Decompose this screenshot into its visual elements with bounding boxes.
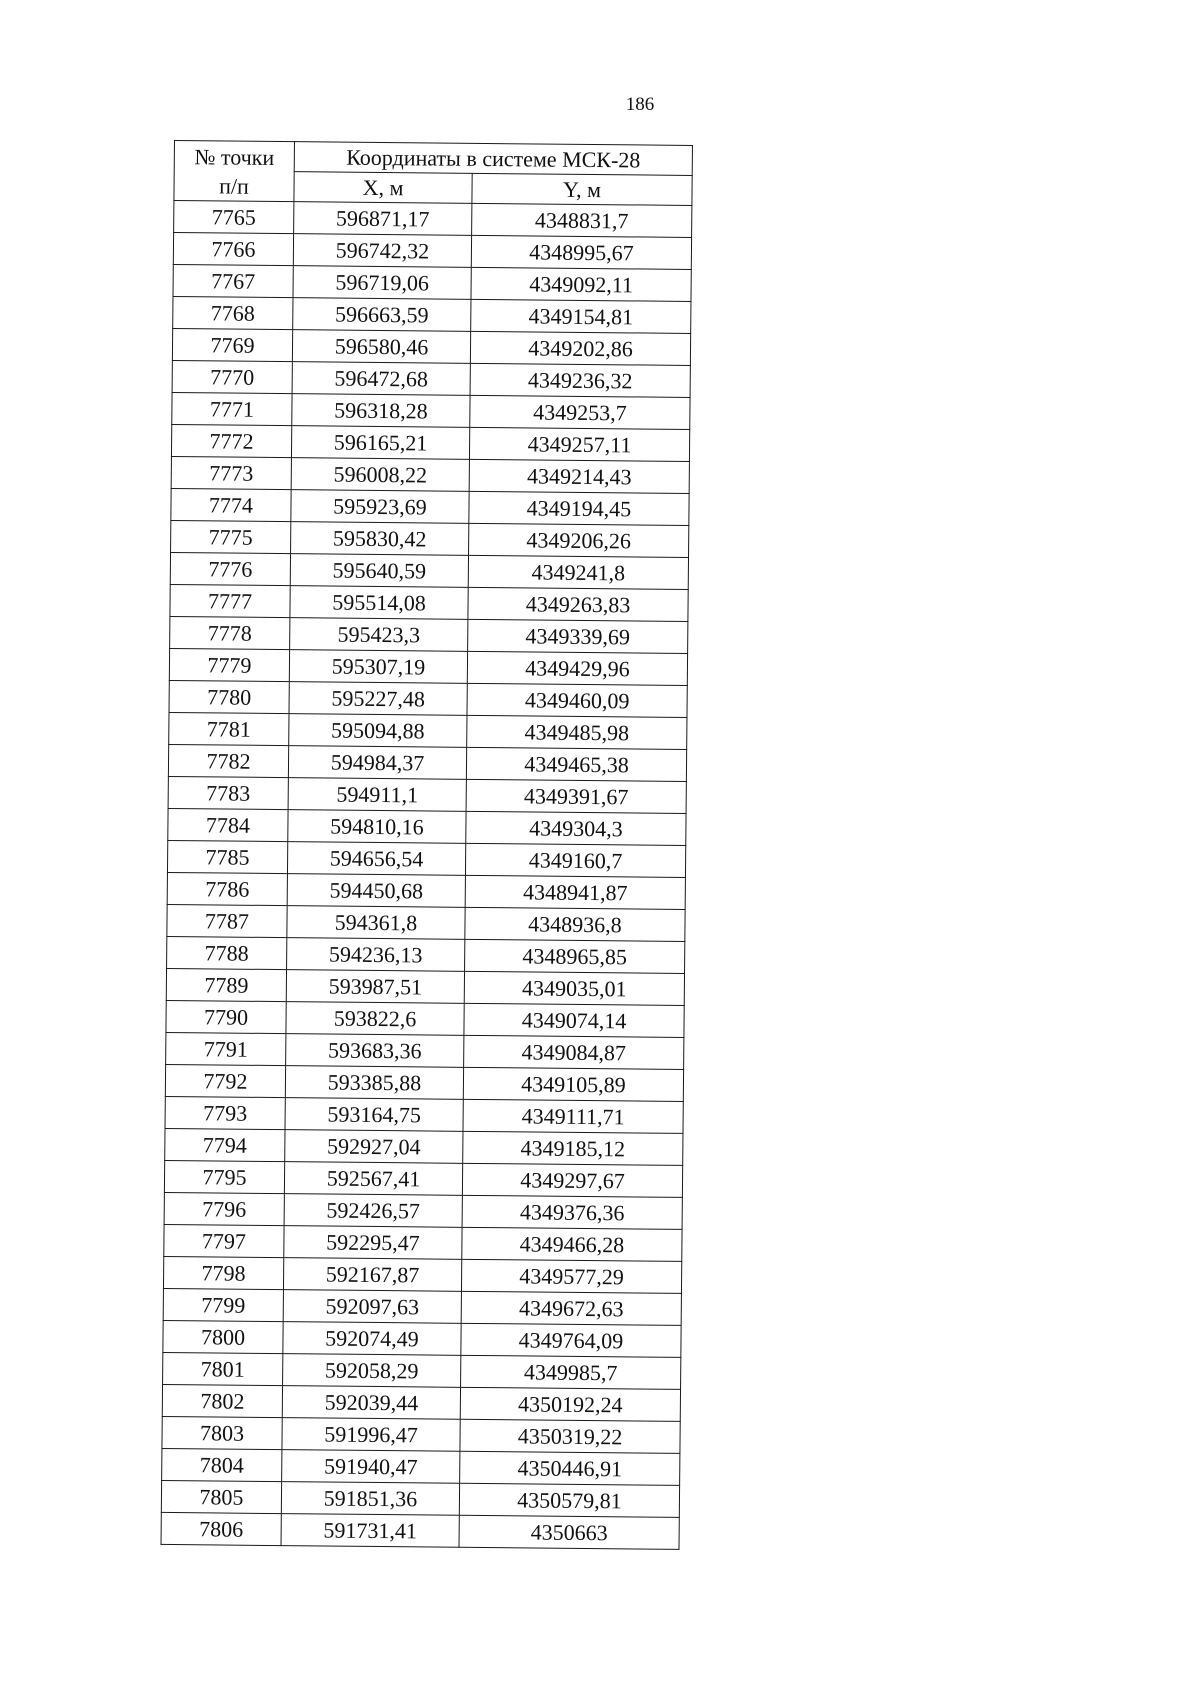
point-number-cell: 7765 bbox=[174, 201, 294, 234]
table-row bbox=[171, 424, 689, 461]
y-coordinate-cell: 4349577,29 bbox=[461, 1259, 681, 1293]
table-row bbox=[172, 392, 690, 429]
table-row bbox=[173, 264, 691, 301]
point-number-cell: 7777 bbox=[170, 584, 290, 617]
table-row bbox=[173, 233, 691, 270]
point-number-cell: 7768 bbox=[173, 296, 293, 329]
table-row bbox=[165, 1128, 683, 1165]
point-number-cell: 7773 bbox=[171, 456, 291, 489]
table-body bbox=[161, 201, 692, 1550]
table-row bbox=[168, 808, 686, 845]
point-number-cell: 7780 bbox=[169, 680, 289, 713]
point-number-header-line1: № точки bbox=[194, 143, 275, 170]
point-number-cell: 7797 bbox=[164, 1224, 284, 1257]
y-coordinate-cell: 4349985,7 bbox=[461, 1355, 681, 1389]
point-number-header-line2: п/п bbox=[219, 172, 250, 199]
point-number-cell: 7784 bbox=[168, 808, 288, 841]
point-number-cell: 7803 bbox=[162, 1416, 282, 1449]
point-number-cell: 7770 bbox=[172, 360, 292, 393]
table-row bbox=[167, 840, 685, 877]
point-number-cell: 7795 bbox=[164, 1160, 284, 1193]
x-coordinate-cell: 593385,88 bbox=[285, 1066, 463, 1100]
y-coordinate-cell: 4349214,43 bbox=[469, 459, 689, 493]
x-coordinate-cell: 596871,17 bbox=[294, 202, 472, 236]
x-coordinate-cell: 591731,41 bbox=[281, 1514, 459, 1548]
y-coordinate-cell: 4349304,3 bbox=[466, 811, 686, 845]
point-number-cell: 7774 bbox=[171, 488, 291, 521]
point-number-cell: 7806 bbox=[161, 1512, 281, 1545]
table-row bbox=[171, 488, 689, 525]
x-coordinate-cell: 596472,68 bbox=[292, 362, 470, 396]
point-number-cell: 7787 bbox=[167, 904, 287, 937]
point-number-cell: 7789 bbox=[166, 968, 286, 1001]
page-number: 186 bbox=[625, 94, 655, 115]
table-row bbox=[161, 1480, 679, 1517]
table-row bbox=[166, 1000, 684, 1037]
y-coordinate-cell: 4349263,83 bbox=[468, 587, 688, 621]
point-number-cell: 7794 bbox=[165, 1128, 285, 1161]
x-coordinate-cell: 594450,68 bbox=[287, 874, 465, 908]
y-coordinate-cell: 4350192,24 bbox=[460, 1387, 680, 1421]
x-coordinate-cell: 595307,19 bbox=[289, 650, 467, 684]
point-number-cell: 7790 bbox=[166, 1000, 286, 1033]
table-row bbox=[163, 1320, 681, 1357]
x-coordinate-cell: 592074,49 bbox=[283, 1322, 461, 1356]
table-row bbox=[173, 296, 691, 333]
x-coordinate-cell: 593164,75 bbox=[285, 1098, 463, 1132]
table-row bbox=[174, 201, 692, 238]
x-coordinate-cell: 593987,51 bbox=[286, 970, 464, 1004]
y-coordinate-cell: 4349236,32 bbox=[470, 363, 690, 397]
point-number-cell: 7775 bbox=[171, 520, 291, 553]
x-coordinate-cell: 591940,47 bbox=[282, 1450, 460, 1484]
table-row bbox=[167, 904, 685, 941]
x-coordinate-cell: 596165,21 bbox=[291, 426, 469, 460]
y-coordinate-cell: 4348941,87 bbox=[465, 875, 685, 909]
y-coordinate-cell: 4349485,98 bbox=[467, 715, 687, 749]
y-coordinate-cell: 4349035,01 bbox=[464, 971, 684, 1005]
table-row bbox=[163, 1256, 681, 1293]
table-row bbox=[170, 552, 688, 589]
table-row bbox=[168, 776, 686, 813]
x-coordinate-cell: 594810,16 bbox=[288, 810, 466, 844]
point-number-cell: 7798 bbox=[163, 1256, 283, 1289]
table-row bbox=[169, 648, 687, 685]
x-coordinate-cell: 594984,37 bbox=[288, 746, 466, 780]
x-coordinate-cell: 596663,59 bbox=[293, 298, 471, 332]
y-coordinate-cell: 4349672,63 bbox=[461, 1291, 681, 1325]
point-number-cell: 7771 bbox=[172, 392, 292, 425]
point-number-cell: 7805 bbox=[161, 1480, 281, 1513]
x-coordinate-cell: 592426,57 bbox=[284, 1194, 462, 1228]
x-coordinate-cell: 594656,54 bbox=[287, 842, 465, 876]
point-number-cell: 7778 bbox=[170, 616, 290, 649]
x-coordinate-cell: 595830,42 bbox=[291, 522, 469, 556]
y-coordinate-cell: 4349194,45 bbox=[469, 491, 689, 525]
y-coordinate-cell: 4349206,26 bbox=[469, 523, 689, 557]
x-coordinate-cell: 592167,87 bbox=[283, 1258, 461, 1292]
y-column-header: Y, м bbox=[472, 173, 692, 205]
y-coordinate-cell: 4349160,7 bbox=[465, 843, 685, 877]
y-coordinate-cell: 4350663 bbox=[459, 1515, 679, 1549]
x-coordinate-cell: 596008,22 bbox=[291, 458, 469, 492]
table-row bbox=[170, 616, 688, 653]
point-number-cell: 7793 bbox=[165, 1096, 285, 1129]
point-number-cell: 7785 bbox=[167, 840, 287, 873]
y-coordinate-cell: 4349339,69 bbox=[468, 619, 688, 653]
table-row bbox=[171, 456, 689, 493]
y-coordinate-cell: 4349391,67 bbox=[466, 779, 686, 813]
point-number-cell: 7791 bbox=[166, 1032, 286, 1065]
point-number-cell: 7792 bbox=[165, 1064, 285, 1097]
table-row bbox=[165, 1064, 683, 1101]
y-coordinate-cell: 4349241,8 bbox=[468, 555, 688, 589]
x-coordinate-cell: 594911,1 bbox=[288, 778, 466, 812]
table-row bbox=[162, 1448, 680, 1485]
point-number-cell: 7783 bbox=[168, 776, 288, 809]
table-row bbox=[164, 1160, 682, 1197]
point-number-cell: 7799 bbox=[163, 1288, 283, 1321]
y-coordinate-cell: 4349257,11 bbox=[469, 427, 689, 461]
y-coordinate-cell: 4350446,91 bbox=[460, 1451, 680, 1485]
table-row bbox=[170, 584, 688, 621]
point-number-cell: 7766 bbox=[173, 233, 293, 266]
y-coordinate-cell: 4349376,36 bbox=[462, 1195, 682, 1229]
y-coordinate-cell: 4349105,89 bbox=[463, 1067, 683, 1101]
x-coordinate-cell: 593683,36 bbox=[286, 1034, 464, 1068]
table-row bbox=[166, 968, 684, 1005]
point-number-cell: 7786 bbox=[167, 872, 287, 905]
point-number-cell: 7779 bbox=[169, 648, 289, 681]
x-coordinate-cell: 592058,29 bbox=[283, 1354, 461, 1388]
x-coordinate-cell: 595094,88 bbox=[289, 714, 467, 748]
x-coordinate-cell: 591851,36 bbox=[281, 1482, 459, 1516]
point-number-cell: 7801 bbox=[163, 1352, 283, 1385]
y-coordinate-cell: 4349764,09 bbox=[461, 1323, 681, 1357]
y-coordinate-cell: 4349460,09 bbox=[467, 683, 687, 717]
table-row bbox=[169, 680, 687, 717]
table-row bbox=[172, 328, 690, 365]
table-row bbox=[164, 1192, 682, 1229]
table-row bbox=[164, 1224, 682, 1261]
x-coordinate-cell: 593822,6 bbox=[286, 1002, 464, 1036]
y-coordinate-cell: 4349092,11 bbox=[471, 267, 691, 301]
y-coordinate-cell: 4348936,8 bbox=[465, 907, 685, 941]
x-coordinate-cell: 592567,41 bbox=[284, 1162, 462, 1196]
x-coordinate-cell: 592039,44 bbox=[282, 1386, 460, 1420]
point-number-cell: 7802 bbox=[162, 1384, 282, 1417]
point-number-cell: 7772 bbox=[171, 424, 291, 457]
table-row bbox=[162, 1416, 680, 1453]
y-coordinate-cell: 4349429,96 bbox=[467, 651, 687, 685]
table-row bbox=[166, 1032, 684, 1069]
point-number-cell: 7788 bbox=[167, 936, 287, 969]
y-coordinate-cell: 4349465,38 bbox=[466, 747, 686, 781]
x-coordinate-cell: 595640,59 bbox=[290, 554, 468, 588]
y-coordinate-cell: 4349084,87 bbox=[464, 1035, 684, 1069]
table-row bbox=[167, 936, 685, 973]
point-number-cell: 7782 bbox=[168, 744, 288, 777]
y-coordinate-cell: 4349074,14 bbox=[464, 1003, 684, 1037]
x-coordinate-cell: 594361,8 bbox=[287, 906, 465, 940]
y-coordinate-cell: 4350319,22 bbox=[460, 1419, 680, 1453]
table-row bbox=[161, 1512, 679, 1549]
point-number-cell: 7804 bbox=[162, 1448, 282, 1481]
y-coordinate-cell: 4348831,7 bbox=[472, 203, 692, 237]
x-coordinate-cell: 592927,04 bbox=[285, 1130, 463, 1164]
y-coordinate-cell: 4348995,67 bbox=[471, 235, 691, 269]
table-header bbox=[174, 141, 693, 206]
point-number-cell: 7781 bbox=[169, 712, 289, 745]
point-number-header bbox=[174, 141, 295, 202]
x-coordinate-cell: 595423,3 bbox=[290, 618, 468, 652]
x-coordinate-cell: 596580,46 bbox=[292, 330, 470, 364]
y-coordinate-cell: 4349253,7 bbox=[470, 395, 690, 429]
x-coordinate-cell: 592097,63 bbox=[283, 1290, 461, 1324]
y-coordinate-cell: 4349466,28 bbox=[462, 1227, 682, 1261]
y-coordinate-cell: 4348965,85 bbox=[465, 939, 685, 973]
x-coordinate-cell: 591996,47 bbox=[282, 1418, 460, 1452]
y-coordinate-cell: 4350579,81 bbox=[459, 1483, 679, 1517]
x-coordinate-cell: 596742,32 bbox=[293, 234, 471, 268]
y-coordinate-cell: 4349154,81 bbox=[471, 299, 691, 333]
x-coordinate-cell: 594236,13 bbox=[287, 938, 465, 972]
y-coordinate-cell: 4349297,67 bbox=[462, 1163, 682, 1197]
table-row bbox=[167, 872, 685, 909]
y-coordinate-cell: 4349111,71 bbox=[463, 1099, 683, 1133]
x-coordinate-cell: 592295,47 bbox=[284, 1226, 462, 1260]
coordinates-table bbox=[161, 140, 693, 1550]
table-row bbox=[169, 712, 687, 749]
point-number-cell: 7776 bbox=[170, 552, 290, 585]
table-row bbox=[162, 1384, 680, 1421]
table-row bbox=[172, 360, 690, 397]
x-coordinate-cell: 596719,06 bbox=[293, 266, 471, 300]
table-row bbox=[163, 1288, 681, 1325]
table-row bbox=[163, 1352, 681, 1389]
table-row bbox=[171, 520, 689, 557]
table-row bbox=[165, 1096, 683, 1133]
x-coordinate-cell: 596318,28 bbox=[292, 394, 470, 428]
point-number-cell: 7769 bbox=[172, 328, 292, 361]
y-coordinate-cell: 4349185,12 bbox=[463, 1131, 683, 1165]
point-number-cell: 7800 bbox=[163, 1320, 283, 1353]
x-coordinate-cell: 595227,48 bbox=[289, 682, 467, 716]
x-coordinate-cell: 595514,08 bbox=[290, 586, 468, 620]
y-coordinate-cell: 4349202,86 bbox=[470, 331, 690, 365]
point-number-cell: 7767 bbox=[173, 264, 293, 297]
coordinates-system-header: Координаты в системе МСК-28 bbox=[294, 142, 692, 176]
x-coordinate-cell: 595923,69 bbox=[291, 490, 469, 524]
point-number-cell: 7796 bbox=[164, 1192, 284, 1225]
table-row bbox=[168, 744, 686, 781]
x-column-header: X, м bbox=[294, 172, 472, 204]
